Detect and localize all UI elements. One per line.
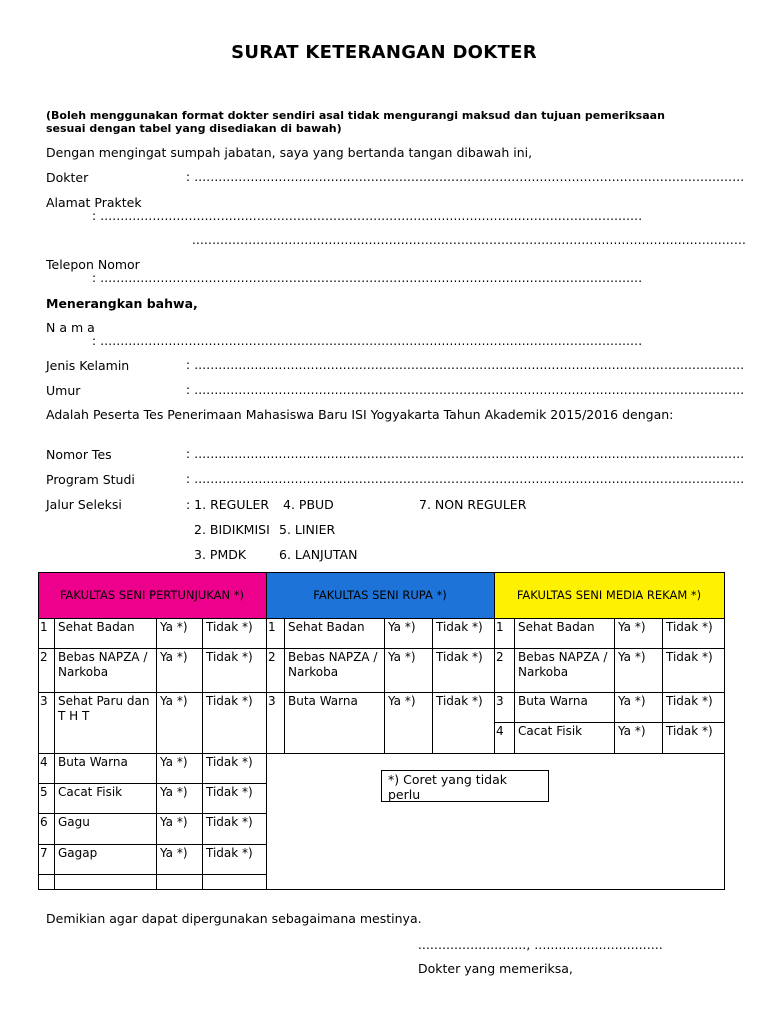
fsp-row-number: 2: [40, 650, 48, 664]
fsp-row-item: Gagap: [58, 846, 98, 860]
field-umur[interactable]: : .........................................................................................................................................: [186, 383, 745, 397]
table-border-top: [38, 572, 724, 573]
fsp-tidak-option[interactable]: Tidak *): [206, 694, 253, 708]
fsp-row-number: 4: [40, 755, 48, 769]
fsp-ya-option[interactable]: Ya *): [160, 755, 188, 769]
fsmr-row-line: [494, 692, 724, 693]
field-telepon[interactable]: : .......................................................................................................................................: [92, 271, 643, 285]
jalur-option-2[interactable]: 2. BIDIKMISI: [194, 522, 270, 537]
label-jenis-kelamin: Jenis Kelamin: [46, 358, 130, 373]
header-fsr-label: FAKULTAS SENI RUPA *): [313, 588, 447, 602]
fsmr-ya-option[interactable]: Ya *): [618, 620, 646, 634]
label-umur: Umur: [46, 383, 81, 398]
fsp-row-number: 6: [40, 815, 48, 829]
fsmr-tidak-option[interactable]: Tidak *): [666, 724, 713, 738]
fsp-ya-option[interactable]: Ya *): [160, 815, 188, 829]
fsr-tidak-option[interactable]: Tidak *): [436, 694, 483, 708]
legend-box: *) Coret yang tidak perlu: [381, 770, 549, 802]
fsmr-row-item: Sehat Badan: [518, 620, 595, 634]
fsp-ya-option[interactable]: Ya *): [160, 694, 188, 708]
jalur-option-4[interactable]: 4. PBUD: [283, 497, 334, 512]
fsp-row-line: [38, 692, 266, 693]
table-border-right: [724, 572, 725, 889]
table-border-bottom: [38, 889, 725, 890]
fsmr-row-number: 1: [496, 620, 504, 634]
field-nama[interactable]: : .......................................................................................................................................: [92, 334, 643, 348]
fsp-row-line: [38, 783, 266, 784]
fsr-ya-option[interactable]: Ya *): [388, 694, 416, 708]
header-fsp-label: FAKULTAS SENI PERTUNJUKAN *): [60, 588, 244, 602]
header-fakultas-seni-rupa: [266, 572, 494, 618]
fsr-row-number: 1: [268, 620, 276, 634]
fsmr-row-item: Buta Warna: [518, 694, 588, 708]
header-bottom-line: [38, 618, 724, 619]
jalur-option-7[interactable]: 7. NON REGULER: [419, 497, 527, 512]
fsr-col-line: [432, 618, 433, 753]
fsp-row-item: Gagu: [58, 815, 90, 829]
fsp-col-line: [202, 618, 203, 889]
header-divider: [494, 572, 495, 618]
fsr-row-number: 3: [268, 694, 276, 708]
intro-text: Dengan mengingat sumpah jabatan, saya yang bertanda tangan dibawah ini,: [46, 145, 533, 160]
fsp-row-item: Bebas NAPZA / Narkoba: [58, 650, 148, 679]
fsp-tidak-option[interactable]: Tidak *): [206, 755, 253, 769]
fsp-tidak-option[interactable]: Tidak *): [206, 650, 253, 664]
fsp-row-item: Buta Warna: [58, 755, 128, 769]
fsmr-row-number: 4: [496, 724, 504, 738]
document-title: SURAT KETERANGAN DOKTER: [231, 42, 537, 63]
fsp-row-number: 1: [40, 620, 48, 634]
fsmr-row-number: 2: [496, 650, 504, 664]
fsr-ya-option[interactable]: Ya *): [388, 620, 416, 634]
fsmr-ya-option[interactable]: Ya *): [618, 724, 646, 738]
fsmr-ya-option[interactable]: Ya *): [618, 694, 646, 708]
fsp-row-number: 3: [40, 694, 48, 708]
label-dokter: Dokter: [46, 170, 89, 185]
fsp-tidak-option[interactable]: Tidak *): [206, 620, 253, 634]
fsp-row-item: Sehat Badan: [58, 620, 135, 634]
fsp-row-number: 5: [40, 785, 48, 799]
place-date-field[interactable]: ..........................., ................................: [418, 938, 663, 952]
fsmr-row-number: 3: [496, 694, 504, 708]
fsmr-row-line: [494, 722, 724, 723]
fsr-bottom-line: [266, 753, 724, 754]
fsp-row-line: [38, 844, 266, 845]
fsmr-row-item: Cacat Fisik: [518, 724, 583, 738]
fsr-row-item: Sehat Badan: [288, 620, 365, 634]
fsp-row-item: Cacat Fisik: [58, 785, 123, 799]
fsr-row-line: [266, 692, 494, 693]
jalur-option-1[interactable]: : 1. REGULER: [186, 497, 270, 512]
fsmr-tidak-option[interactable]: Tidak *): [666, 694, 713, 708]
fsp-col-line: [54, 618, 55, 889]
fsmr-col-line: [514, 618, 515, 753]
field-dokter[interactable]: : .........................................................................................................................................: [186, 170, 745, 184]
fsp-row-number: 7: [40, 846, 48, 860]
fsmr-row-line: [494, 648, 724, 649]
field-alamat-cont[interactable]: ..........................................................................................................................................: [192, 233, 746, 247]
fsp-ya-option[interactable]: Ya *): [160, 620, 188, 634]
fsp-row-line: [38, 874, 266, 875]
jalur-option-5[interactable]: 5. LINIER: [279, 522, 336, 537]
fsp-tidak-option[interactable]: Tidak *): [206, 785, 253, 799]
jalur-option-6[interactable]: 6. LANJUTAN: [279, 547, 358, 562]
fsp-tidak-option[interactable]: Tidak *): [206, 815, 253, 829]
label-nama: N a m a: [46, 320, 95, 335]
fsr-col-line: [284, 618, 285, 753]
header-fakultas-seni-pertunjukan: [38, 572, 266, 618]
fsp-row-line: [38, 648, 266, 649]
menerangkan-heading: Menerangkan bahwa,: [46, 296, 198, 311]
label-alamat: Alamat Praktek: [46, 195, 142, 210]
fsr-col-line: [384, 618, 385, 753]
fsp-row-line: [38, 753, 266, 754]
header-fakultas-seni-media-rekam: [494, 572, 724, 618]
fsr-tidak-option[interactable]: Tidak *): [436, 650, 483, 664]
fsr-ya-option[interactable]: Ya *): [388, 650, 416, 664]
signer-label: Dokter yang memeriksa,: [418, 961, 573, 976]
fsp-ya-option[interactable]: Ya *): [160, 785, 188, 799]
field-program-studi[interactable]: : .........................................................................................................................................: [186, 472, 745, 486]
closing-text: Demikian agar dapat dipergunakan sebagaimana mestinya.: [46, 911, 422, 926]
field-alamat[interactable]: : .......................................................................................................................................: [92, 209, 643, 223]
fsr-col-line: [494, 618, 495, 753]
fsmr-ya-option[interactable]: Ya *): [618, 650, 646, 664]
fsmr-col-line: [662, 618, 663, 753]
header-divider: [266, 572, 267, 618]
field-nomor-tes[interactable]: : .........................................................................................................................................: [186, 447, 745, 461]
fsp-tidak-option[interactable]: Tidak *): [206, 846, 253, 860]
label-nomor-tes: Nomor Tes: [46, 447, 112, 462]
fsp-col-line: [156, 618, 157, 889]
label-jalur-seleksi: Jalur Seleksi: [46, 497, 122, 512]
field-jenis-kelamin[interactable]: : .........................................................................................................................................: [186, 358, 745, 372]
fsp-ya-option[interactable]: Ya *): [160, 846, 188, 860]
fsmr-tidak-option[interactable]: Tidak *): [666, 620, 713, 634]
fsr-row-item: Bebas NAPZA / Narkoba: [288, 650, 378, 679]
format-note: (Boleh menggunakan format dokter sendiri asal tidak mengurangi maksud dan tujuan pemeriksaan sesuai dengan tabel yang disediakan di bawah): [46, 109, 665, 135]
jalur-option-3[interactable]: 3. PMDK: [194, 547, 247, 562]
fsp-ya-option[interactable]: Ya *): [160, 650, 188, 664]
fsp-row-line: [38, 813, 266, 814]
fsmr-tidak-option[interactable]: Tidak *): [666, 650, 713, 664]
peserta-text: Adalah Peserta Tes Penerimaan Mahasiswa Baru ISI Yogyakarta Tahun Akademik 2015/2016 dengan:: [46, 407, 674, 422]
fsmr-col-line: [614, 618, 615, 753]
label-program-studi: Program Studi: [46, 472, 135, 487]
fsr-row-number: 2: [268, 650, 276, 664]
fsp-row-item: Sehat Paru dan T H T: [58, 694, 150, 723]
fsr-row-line: [266, 648, 494, 649]
fsr-tidak-option[interactable]: Tidak *): [436, 620, 483, 634]
table-border-left: [38, 572, 39, 889]
label-telepon: Telepon Nomor: [46, 257, 140, 272]
fsmr-row-item: Bebas NAPZA / Narkoba: [518, 650, 608, 679]
fsr-row-item: Buta Warna: [288, 694, 358, 708]
health-check-table: [38, 572, 724, 889]
header-fsmr-label: FAKULTAS SENI MEDIA REKAM *): [516, 588, 702, 602]
